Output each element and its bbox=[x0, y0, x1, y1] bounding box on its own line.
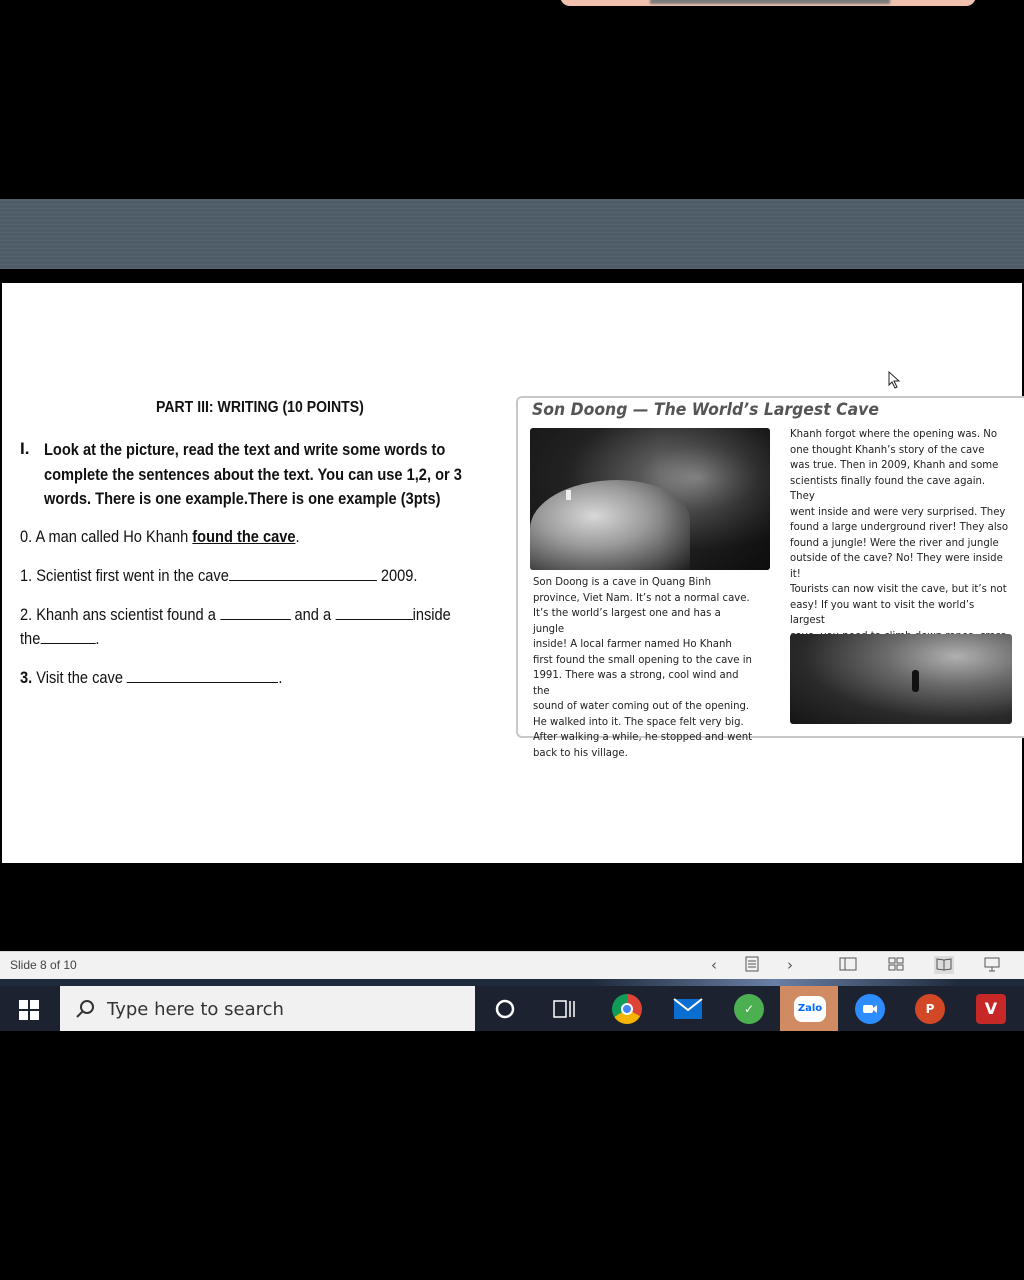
ribbon-area bbox=[0, 199, 1024, 269]
editor-background bbox=[0, 863, 1024, 951]
reading-card bbox=[516, 396, 1024, 759]
instruction-text: Look at the picture, read the text and write some words to complete the sentences about the text. You can use 1,2, or 3 words. There is one example.There is one example (3pts) bbox=[44, 440, 462, 508]
taskbar-search[interactable] bbox=[60, 986, 475, 1031]
example-suffix: . bbox=[295, 527, 300, 546]
question-2-line-1 bbox=[20, 605, 451, 625]
q2-blank-3 bbox=[40, 629, 95, 644]
normal-view-icon[interactable] bbox=[838, 956, 858, 974]
q2-blank-2 bbox=[335, 605, 412, 620]
q2-text-b: and a bbox=[294, 605, 336, 624]
question-1 bbox=[20, 566, 417, 586]
card-title: Son Doong — The World’s Largest Cave bbox=[532, 400, 879, 420]
instruction-number: I. bbox=[20, 439, 30, 458]
cave-explorer-photo bbox=[790, 634, 1012, 724]
mail-icon[interactable] bbox=[672, 996, 704, 1022]
zalo-icon[interactable]: Zalo bbox=[794, 996, 826, 1022]
q1-suffix: 2009. bbox=[380, 566, 418, 585]
windows-start-icon[interactable] bbox=[0, 986, 58, 1031]
vietkey-icon[interactable]: V bbox=[976, 994, 1006, 1024]
q3-blank bbox=[127, 668, 278, 683]
status-bar bbox=[0, 951, 1024, 979]
question-2-line-2 bbox=[20, 629, 99, 649]
cave-photo bbox=[530, 428, 770, 570]
notes-icon[interactable] bbox=[742, 956, 762, 974]
example-prefix: 0. A man called Ho Khanh bbox=[20, 527, 193, 546]
q3-number: 3. bbox=[20, 668, 33, 687]
example-answer: found the cave bbox=[192, 527, 296, 546]
slide-canvas[interactable] bbox=[2, 283, 1022, 863]
cortana-icon[interactable] bbox=[494, 998, 516, 1020]
q2-blank-1 bbox=[220, 605, 291, 620]
q2-text-a: 2. Khanh ans scientist found a bbox=[20, 605, 220, 624]
q2-text-d: the bbox=[20, 629, 41, 648]
question-3 bbox=[20, 668, 282, 688]
slideshow-icon[interactable] bbox=[982, 956, 1002, 974]
q3-suffix: . bbox=[278, 668, 283, 687]
ribbon-gap bbox=[0, 269, 1024, 283]
chevron-right-icon[interactable]: › bbox=[787, 956, 793, 974]
taskbar bbox=[0, 986, 1024, 1031]
window-tab-edge bbox=[560, 0, 976, 6]
q1-text: 1. Scientist first went in the cave bbox=[20, 566, 229, 585]
reading-view-icon[interactable] bbox=[934, 956, 954, 974]
powerpoint-icon[interactable]: P bbox=[915, 994, 945, 1024]
search-placeholder: Type here to search bbox=[107, 999, 284, 1020]
q1-blank bbox=[229, 566, 377, 581]
slide-sorter-icon[interactable] bbox=[886, 956, 906, 974]
chrome-icon[interactable] bbox=[612, 994, 642, 1024]
q3-text: Visit the cave bbox=[32, 668, 128, 687]
slide-counter: Slide 8 of 10 bbox=[10, 958, 77, 972]
q2-text-c: inside bbox=[412, 605, 451, 624]
part-title: PART III: WRITING (10 POINTS) bbox=[156, 399, 364, 416]
card-text-left: Son Doong is a cave in Quang Binh province, Viet Nam. It’s not a normal cave. It’s the world’s largest one and has a jungle inside! A local farmer named Ho Khanh first found the small opening to the cave in 1991. There was a strong, cool wind and the sound of water coming out of the opening. He walked into it. The space felt very big. After walking a while, he stopped and went back to his village. bbox=[533, 575, 753, 759]
q2-text-e: . bbox=[95, 629, 100, 648]
task-view-icon[interactable] bbox=[552, 998, 576, 1020]
mouse-cursor-icon bbox=[888, 371, 902, 389]
example-sentence bbox=[20, 527, 300, 547]
chevron-left-icon[interactable]: ‹ bbox=[711, 956, 717, 974]
card-text-right: Khanh forgot where the opening was. No one thought Khanh’s story of the cave was true. Then in 2009, Khanh and some scientists finally found the cave again. They went inside and were very surprised. They found a large underground river! They also found a jungle! Were the river and jungle outside of the cave? No! They were inside it! Tourists can now visit the cave, but it’s not easy! If you want to visit the world’s largest bbox=[790, 427, 1009, 626]
zoom-icon[interactable] bbox=[855, 994, 885, 1024]
unikey-icon[interactable]: ✓ bbox=[734, 994, 764, 1024]
desktop-strip bbox=[0, 979, 1024, 986]
search-icon bbox=[74, 998, 96, 1020]
